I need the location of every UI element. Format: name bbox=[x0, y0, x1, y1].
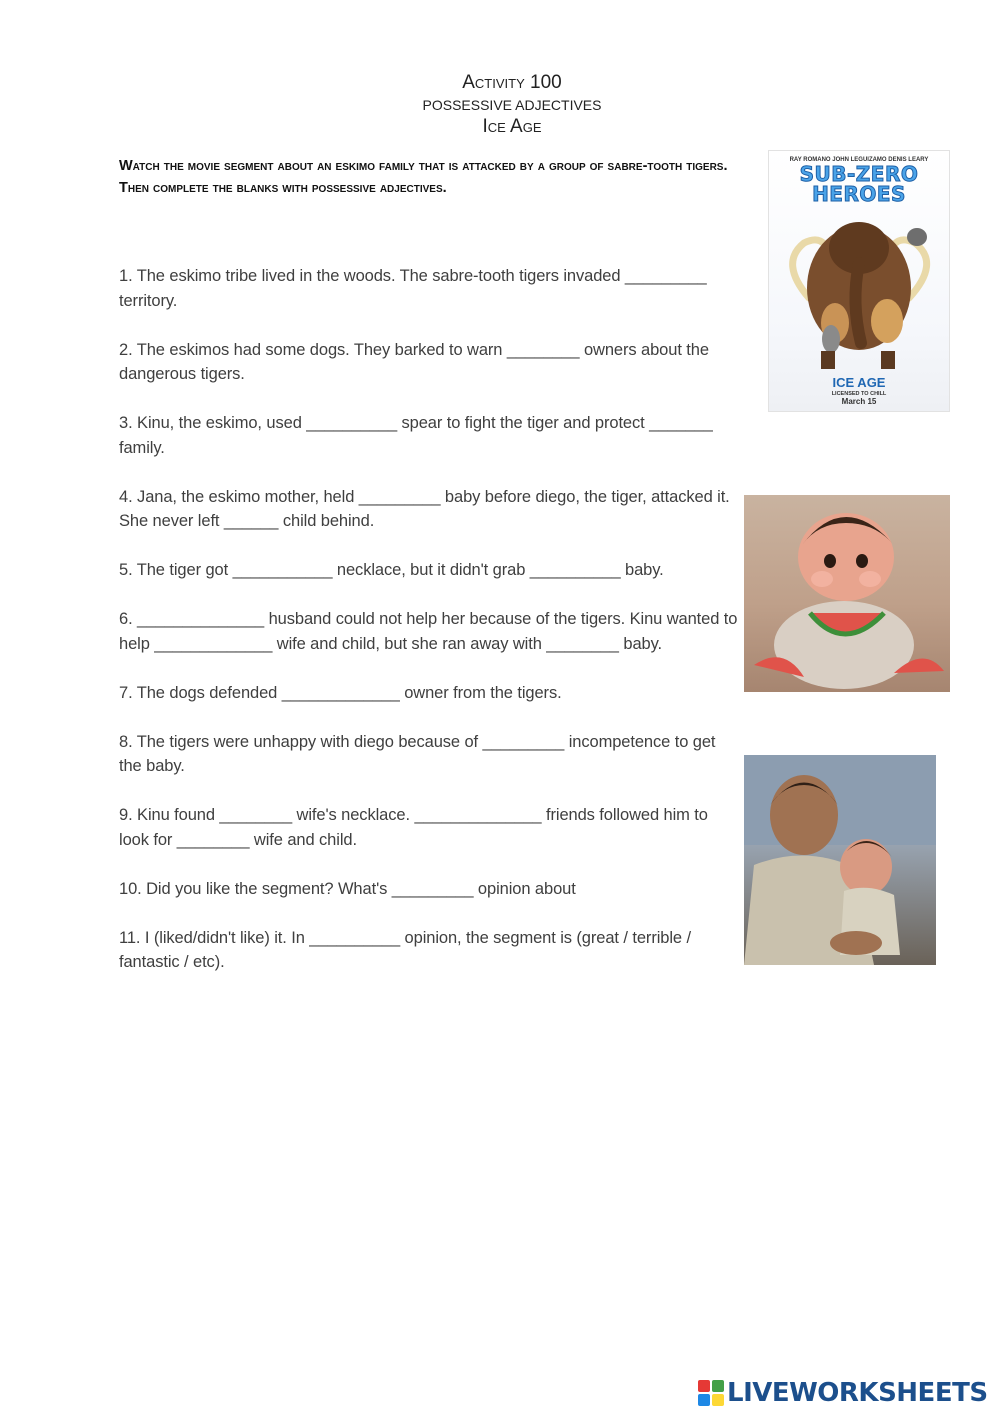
exercise-item-7: 7. The dogs defended _____________ owner from the tigers. bbox=[119, 683, 562, 702]
instructions: Watch the movie segment about an eskimo family that is attacked by a group of sabre-tooth tigers. Then complete the blanks with possessive adjectives. bbox=[119, 158, 728, 196]
exercise-item-4: 4. Jana, the eskimo mother, held _________ baby before diego, the tiger, attacked it. She never left ______ child behind. bbox=[119, 487, 730, 530]
poster-release-date: March 15 bbox=[841, 397, 877, 406]
poster-credits: RAY ROMANO JOHN LEGUIZAMO DENIS LEARY bbox=[789, 157, 929, 163]
exercise-item-5: 5. The tiger got ___________ necklace, but it didn't grab __________ baby. bbox=[119, 561, 664, 579]
eskimo-father-image bbox=[744, 755, 936, 965]
baby-watermelon-image bbox=[744, 495, 950, 692]
poster-title-line-1: SUB-ZERO bbox=[799, 162, 919, 186]
exercise-item-9: 9. Kinu found ________ wife's necklace. ______________ friends followed him to look for ________ wife and child. bbox=[119, 806, 708, 849]
worksheet-header bbox=[312, 72, 712, 138]
mammoth-illustration bbox=[769, 193, 949, 373]
exercise-item-11: 11. I (liked/didn't like) it. In __________ opinion, the segment is (great / terrible / fantastic / etc). bbox=[119, 928, 691, 971]
exercise-list bbox=[119, 264, 739, 999]
activity-topic: POSSESSIVE ADJECTIVES bbox=[422, 96, 602, 113]
exercise-item-10: 10. Did you like the segment? What's _________ opinion about bbox=[119, 879, 576, 898]
movie-poster-image bbox=[768, 150, 950, 412]
poster-tagline: LICENSED TO CHILL bbox=[831, 391, 887, 397]
liveworksheets-logo bbox=[698, 1377, 988, 1409]
exercise-item-3: 3. Kinu, the eskimo, used __________ spear to fight the tiger and protect _______ family. bbox=[119, 414, 713, 457]
activity-number: Activity 100 bbox=[462, 72, 562, 93]
exercise-item-1: 1. The eskimo tribe lived in the woods. The sabre-tooth tigers invaded _________ territory. bbox=[119, 267, 707, 310]
exercise-item-2: 2. The eskimos had some dogs. They barked to warn ________ owners about the dangerous tigers. bbox=[119, 340, 709, 383]
poster-logo: ICE AGE bbox=[832, 375, 886, 390]
exercise-item-8: 8. The tigers were unhappy with diego because of _________ incompetence to get the baby. bbox=[119, 732, 716, 775]
poster-title-line-2: HEROES bbox=[812, 182, 906, 206]
liveworksheets-logo-icon bbox=[698, 1380, 724, 1406]
liveworksheets-brand-text: LIVEWORKSHEETS bbox=[727, 1378, 988, 1408]
exercise-item-6: 6. ______________ husband could not help her because of the tigers. Kinu wanted to help _____________ wife and child, but she ran away with ________ baby. bbox=[119, 610, 738, 653]
activity-subtitle: Ice Age bbox=[482, 115, 542, 137]
